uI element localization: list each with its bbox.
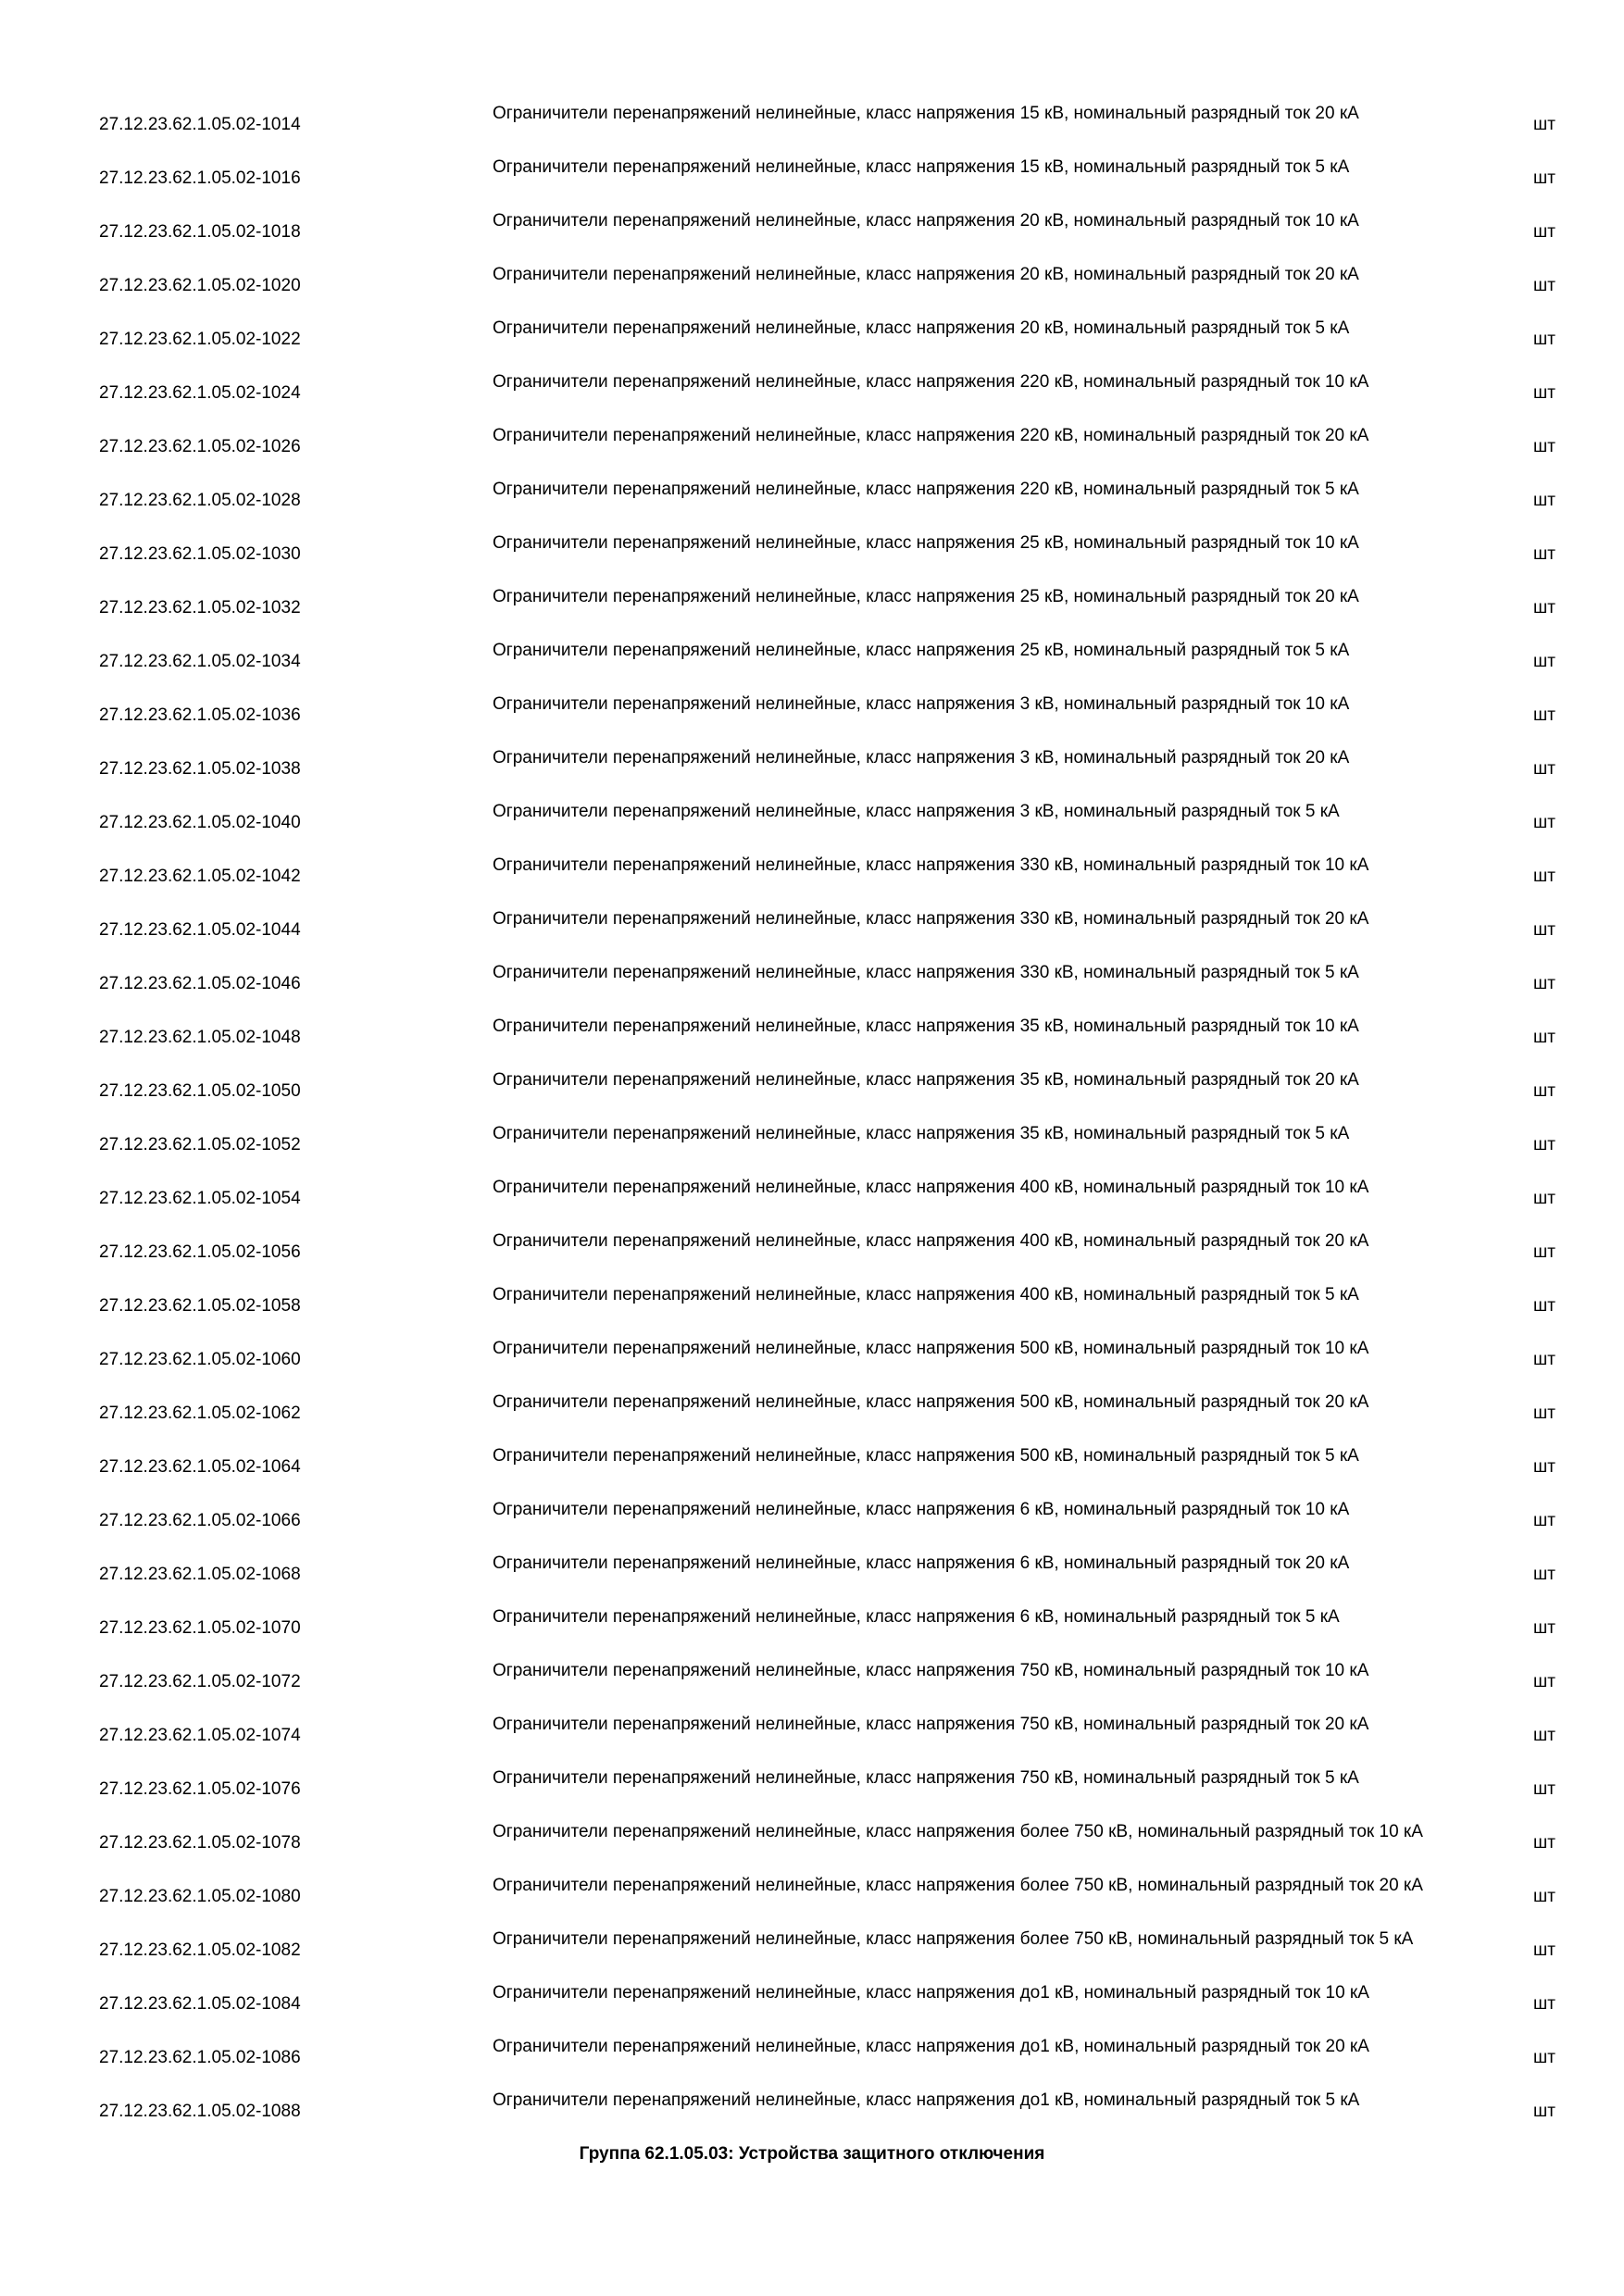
item-unit: шт [1533, 867, 1555, 886]
table-row [0, 1763, 1624, 1816]
item-code: 27.12.23.62.1.05.02-1042 [99, 867, 301, 886]
item-code: 27.12.23.62.1.05.02-1014 [99, 115, 301, 134]
item-code: 27.12.23.62.1.05.02-1024 [99, 383, 301, 403]
table-row [0, 742, 1624, 796]
item-unit: шт [1533, 974, 1555, 993]
item-unit: шт [1533, 652, 1555, 671]
table-row [0, 581, 1624, 635]
item-code: 27.12.23.62.1.05.02-1054 [99, 1189, 301, 1208]
table-row [0, 313, 1624, 367]
table-row [0, 1441, 1624, 1494]
item-code: 27.12.23.62.1.05.02-1062 [99, 1404, 301, 1423]
item-unit: шт [1533, 1135, 1555, 1154]
item-unit: шт [1533, 222, 1555, 242]
item-unit: шт [1533, 491, 1555, 510]
item-code: 27.12.23.62.1.05.02-1056 [99, 1242, 301, 1262]
item-description: Ограничители перенапряжений нелинейные, класс напряжения 330 кВ, номинальный разрядный ток 10 кА [493, 855, 1369, 875]
item-code: 27.12.23.62.1.05.02-1088 [99, 2102, 301, 2121]
item-description: Ограничители перенапряжений нелинейные, класс напряжения 15 кВ, номинальный разрядный ток 20 кА [493, 104, 1359, 123]
table-row [0, 689, 1624, 742]
item-code: 27.12.23.62.1.05.02-1060 [99, 1350, 301, 1369]
item-unit: шт [1533, 1994, 1555, 2014]
item-unit: шт [1533, 544, 1555, 564]
item-unit: шт [1533, 920, 1555, 940]
table-row [0, 1387, 1624, 1441]
table-row [0, 904, 1624, 957]
table-row [0, 796, 1624, 850]
item-description: Ограничители перенапряжений нелинейные, класс напряжения более 750 кВ, номинальный разрядный ток 10 кА [493, 1822, 1423, 1841]
item-code: 27.12.23.62.1.05.02-1064 [99, 1457, 301, 1477]
item-unit: шт [1533, 1565, 1555, 1584]
item-description: Ограничители перенапряжений нелинейные, класс напряжения 3 кВ, номинальный разрядный ток 5 кА [493, 802, 1340, 821]
item-code: 27.12.23.62.1.05.02-1072 [99, 1672, 301, 1691]
item-description: Ограничители перенапряжений нелинейные, класс напряжения 35 кВ, номинальный разрядный ток 5 кА [493, 1124, 1350, 1143]
item-description: Ограничители перенапряжений нелинейные, класс напряжения 6 кВ, номинальный разрядный ток 20 кА [493, 1554, 1350, 1573]
item-unit: шт [1533, 330, 1555, 349]
item-description: Ограничители перенапряжений нелинейные, класс напряжения 750 кВ, номинальный разрядный ток 5 кА [493, 1768, 1359, 1788]
item-code: 27.12.23.62.1.05.02-1018 [99, 222, 301, 242]
item-unit: шт [1533, 1296, 1555, 1316]
item-code: 27.12.23.62.1.05.02-1070 [99, 1618, 301, 1638]
item-unit: шт [1533, 276, 1555, 295]
item-code: 27.12.23.62.1.05.02-1050 [99, 1081, 301, 1101]
item-unit: шт [1533, 1189, 1555, 1208]
item-description: Ограничители перенапряжений нелинейные, класс напряжения 500 кВ, номинальный разрядный ток 20 кА [493, 1392, 1369, 1412]
item-code: 27.12.23.62.1.05.02-1058 [99, 1296, 301, 1316]
item-code: 27.12.23.62.1.05.02-1020 [99, 276, 301, 295]
item-code: 27.12.23.62.1.05.02-1082 [99, 1940, 301, 1960]
item-description: Ограничители перенапряжений нелинейные, класс напряжения 35 кВ, номинальный разрядный ток 10 кА [493, 1017, 1359, 1036]
item-description: Ограничители перенапряжений нелинейные, класс напряжения 25 кВ, номинальный разрядный ток 10 кА [493, 533, 1359, 553]
item-unit: шт [1533, 1833, 1555, 1853]
item-code: 27.12.23.62.1.05.02-1048 [99, 1028, 301, 1047]
item-unit: шт [1533, 1404, 1555, 1423]
item-description: Ограничители перенапряжений нелинейные, класс напряжения 6 кВ, номинальный разрядный ток 10 кА [493, 1500, 1350, 1519]
item-code: 27.12.23.62.1.05.02-1044 [99, 920, 301, 940]
table-row [0, 1065, 1624, 1118]
item-description: Ограничители перенапряжений нелинейные, класс напряжения 25 кВ, номинальный разрядный ток 5 кА [493, 641, 1350, 660]
table-row [0, 1011, 1624, 1065]
item-description: Ограничители перенапряжений нелинейные, класс напряжения более 750 кВ, номинальный разрядный ток 5 кА [493, 1929, 1414, 1949]
table-row [0, 1870, 1624, 1924]
table-row [0, 1978, 1624, 2031]
table-row [0, 1548, 1624, 1602]
item-unit: шт [1533, 1618, 1555, 1638]
item-unit: шт [1533, 168, 1555, 188]
item-code: 27.12.23.62.1.05.02-1022 [99, 330, 301, 349]
table-row [0, 474, 1624, 528]
item-description: Ограничители перенапряжений нелинейные, класс напряжения 35 кВ, номинальный разрядный ток 20 кА [493, 1070, 1359, 1090]
item-unit: шт [1533, 759, 1555, 779]
item-description: Ограничители перенапряжений нелинейные, класс напряжения 220 кВ, номинальный разрядный ток 20 кА [493, 426, 1369, 445]
item-description: Ограничители перенапряжений нелинейные, класс напряжения 20 кВ, номинальный разрядный ток 20 кА [493, 265, 1359, 284]
item-unit: шт [1533, 813, 1555, 832]
item-unit: шт [1533, 705, 1555, 725]
item-unit: шт [1533, 437, 1555, 456]
item-code: 27.12.23.62.1.05.02-1052 [99, 1135, 301, 1154]
item-code: 27.12.23.62.1.05.02-1038 [99, 759, 301, 779]
table-row [0, 1172, 1624, 1226]
item-unit: шт [1533, 598, 1555, 618]
table-row [0, 1226, 1624, 1279]
item-description: Ограничители перенапряжений нелинейные, класс напряжения 330 кВ, номинальный разрядный ток 5 кА [493, 963, 1359, 982]
item-code: 27.12.23.62.1.05.02-1032 [99, 598, 301, 618]
item-unit: шт [1533, 1779, 1555, 1799]
item-code: 27.12.23.62.1.05.02-1086 [99, 2048, 301, 2067]
item-code: 27.12.23.62.1.05.02-1076 [99, 1779, 301, 1799]
table-row [0, 1279, 1624, 1333]
item-code: 27.12.23.62.1.05.02-1078 [99, 1833, 301, 1853]
item-unit: шт [1533, 1081, 1555, 1101]
item-unit: шт [1533, 1242, 1555, 1262]
item-code: 27.12.23.62.1.05.02-1030 [99, 544, 301, 564]
item-code: 27.12.23.62.1.05.02-1034 [99, 652, 301, 671]
table-row [0, 635, 1624, 689]
item-unit: шт [1533, 1511, 1555, 1530]
item-description: Ограничители перенапряжений нелинейные, класс напряжения 220 кВ, номинальный разрядный ток 5 кА [493, 480, 1359, 499]
item-description: Ограничители перенапряжений нелинейные, класс напряжения 500 кВ, номинальный разрядный ток 10 кА [493, 1339, 1369, 1358]
table-row [0, 420, 1624, 474]
item-unit: шт [1533, 1726, 1555, 1745]
item-description: Ограничители перенапряжений нелинейные, класс напряжения 15 кВ, номинальный разрядный ток 5 кА [493, 157, 1350, 177]
item-unit: шт [1533, 115, 1555, 134]
classifier-table [0, 98, 1624, 2139]
item-unit: шт [1533, 1940, 1555, 1960]
table-row [0, 206, 1624, 259]
item-code: 27.12.23.62.1.05.02-1080 [99, 1887, 301, 1906]
item-description: Ограничители перенапряжений нелинейные, класс напряжения 220 кВ, номинальный разрядный ток 10 кА [493, 372, 1369, 392]
item-code: 27.12.23.62.1.05.02-1036 [99, 705, 301, 725]
item-description: Ограничители перенапряжений нелинейные, класс напряжения до1 кВ, номинальный разрядный ток 20 кА [493, 2037, 1369, 2056]
item-description: Ограничители перенапряжений нелинейные, класс напряжения до1 кВ, номинальный разрядный ток 5 кА [493, 2090, 1360, 2110]
table-row [0, 528, 1624, 581]
table-row [0, 1494, 1624, 1548]
item-description: Ограничители перенапряжений нелинейные, класс напряжения 6 кВ, номинальный разрядный ток 5 кА [493, 1607, 1340, 1627]
item-unit: шт [1533, 1887, 1555, 1906]
item-description: Ограничители перенапряжений нелинейные, класс напряжения 500 кВ, номинальный разрядный ток 5 кА [493, 1446, 1359, 1466]
item-code: 27.12.23.62.1.05.02-1066 [99, 1511, 301, 1530]
item-code: 27.12.23.62.1.05.02-1084 [99, 1994, 301, 2014]
group-heading: Группа 62.1.05.03: Устройства защитного отключения [579, 2144, 1045, 2164]
table-row [0, 259, 1624, 313]
item-description: Ограничители перенапряжений нелинейные, класс напряжения 400 кВ, номинальный разрядный ток 10 кА [493, 1178, 1369, 1197]
item-code: 27.12.23.62.1.05.02-1074 [99, 1726, 301, 1745]
item-code: 27.12.23.62.1.05.02-1028 [99, 491, 301, 510]
item-unit: шт [1533, 383, 1555, 403]
table-row [0, 1602, 1624, 1655]
item-description: Ограничители перенапряжений нелинейные, класс напряжения 330 кВ, номинальный разрядный ток 20 кА [493, 909, 1369, 929]
item-description: Ограничители перенапряжений нелинейные, класс напряжения 20 кВ, номинальный разрядный ток 5 кА [493, 318, 1350, 338]
table-row [0, 367, 1624, 420]
table-row [0, 1333, 1624, 1387]
table-row [0, 850, 1624, 904]
table-row [0, 2031, 1624, 2085]
item-code: 27.12.23.62.1.05.02-1040 [99, 813, 301, 832]
item-description: Ограничители перенапряжений нелинейные, класс напряжения 750 кВ, номинальный разрядный ток 20 кА [493, 1715, 1369, 1734]
item-description: Ограничители перенапряжений нелинейные, класс напряжения 400 кВ, номинальный разрядный ток 5 кА [493, 1285, 1359, 1304]
item-description: Ограничители перенапряжений нелинейные, класс напряжения 25 кВ, номинальный разрядный ток 20 кА [493, 587, 1359, 606]
item-code: 27.12.23.62.1.05.02-1046 [99, 974, 301, 993]
item-unit: шт [1533, 1028, 1555, 1047]
item-unit: шт [1533, 1350, 1555, 1369]
table-row [0, 1655, 1624, 1709]
table-row [0, 152, 1624, 206]
item-description: Ограничители перенапряжений нелинейные, класс напряжения 750 кВ, номинальный разрядный ток 10 кА [493, 1661, 1369, 1680]
item-description: Ограничители перенапряжений нелинейные, класс напряжения до1 кВ, номинальный разрядный ток 10 кА [493, 1983, 1369, 2003]
item-description: Ограничители перенапряжений нелинейные, класс напряжения 20 кВ, номинальный разрядный ток 10 кА [493, 211, 1359, 231]
table-row [0, 2085, 1624, 2139]
item-unit: шт [1533, 2102, 1555, 2121]
item-unit: шт [1533, 2048, 1555, 2067]
item-description: Ограничители перенапряжений нелинейные, класс напряжения 400 кВ, номинальный разрядный ток 20 кА [493, 1231, 1369, 1251]
item-code: 27.12.23.62.1.05.02-1068 [99, 1565, 301, 1584]
item-description: Ограничители перенапряжений нелинейные, класс напряжения более 750 кВ, номинальный разрядный ток 20 кА [493, 1876, 1423, 1895]
item-code: 27.12.23.62.1.05.02-1016 [99, 168, 301, 188]
table-row [0, 1924, 1624, 1978]
table-row [0, 1709, 1624, 1763]
table-row [0, 98, 1624, 152]
item-description: Ограничители перенапряжений нелинейные, класс напряжения 3 кВ, номинальный разрядный ток 20 кА [493, 748, 1350, 767]
item-description: Ограничители перенапряжений нелинейные, класс напряжения 3 кВ, номинальный разрядный ток 10 кА [493, 694, 1350, 714]
item-code: 27.12.23.62.1.05.02-1026 [99, 437, 301, 456]
item-unit: шт [1533, 1672, 1555, 1691]
table-row [0, 1816, 1624, 1870]
item-unit: шт [1533, 1457, 1555, 1477]
table-row [0, 1118, 1624, 1172]
table-row [0, 957, 1624, 1011]
